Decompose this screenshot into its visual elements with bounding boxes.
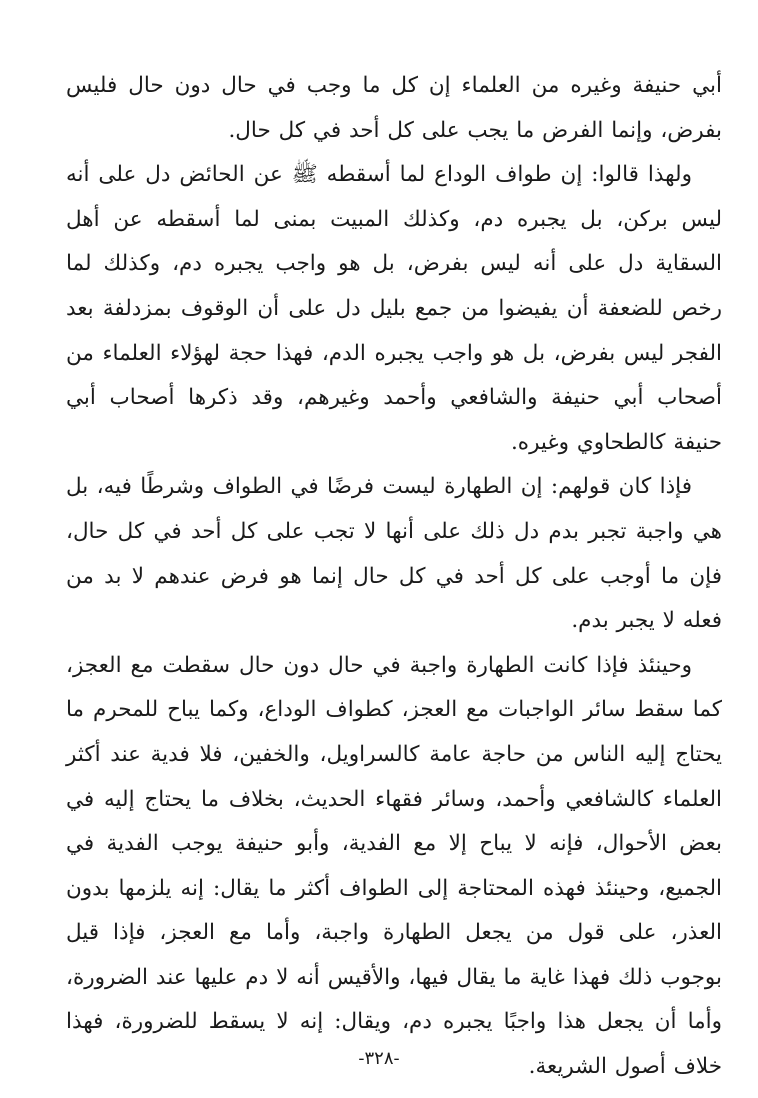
page-number: -٣٢٨- bbox=[358, 1048, 400, 1069]
paragraph-1: أبي حنيفة وغيره من العلماء إن كل ما وجب في حال دون حال فليس بفرض، وإنما الفرض ما يجب على كل أحد في كل حال. bbox=[66, 73, 722, 143]
paragraph-4: وحينئذ فإذا كانت الطهارة واجبة في حال دون حال سقطت مع العجز، كما سقط سائر الواجبات مع العجز، كطواف الوداع، وكما يباح للمحرم ما يحتاج إليه الناس من حاجة عامة كالسراويل، والخفين، فلا فدية عند أكثر العلماء كالشافعي وأحمد، وسائر فقهاء الحديث، بخلاف ما يحتاج إليه في بعض الأحوال، فإنه لا يباح إلا مع الفدية، وأبو حنيفة يوجب الفدية في الجميع، وحينئذ فهذه المحتاجة إلى الطواف أكثر ما يقال: إنه يلزمها بدون العذر، على قول من يجعل الطهارة واجبة، وأما مع العجز، فإذا قيل بوجوب ذلك فهذا غاية ما يقال فيها، والأقيس أنه لا دم عليها عند الضرورة، وأما أن يجعل هذا واجبًا يجبره دم، ويقال: إنه لا يسقط للضرورة، فهذا خلاف أصول الشريعة. bbox=[66, 652, 723, 1080]
paragraph-3: فإذا كان قولهم: إن الطهارة ليست فرضًا في الطواف وشرطًا فيه، بل هي واجبة تجبر بدم دل ذلك على أنها لا تجب على كل أحد في كل حال، فإن ما أوجب على كل أحد في كل حال إنما هو فرض عندهم لا بد من فعله لا يجبر بدم. bbox=[66, 474, 722, 634]
paragraph-2: ولهذا قالوا: إن طواف الوداع لما أسقطه ﷺ عن الحائض دل على أنه ليس بركن، بل يجبره دم، وكذلك المبيت بمنى لما أسقطه عن أهل السقاية دل على أنه ليس بفرض، بل هو واجب يجبره دم، وكذلك لما رخص للضعفة أن يفيضوا من جمع بليل دل على أن الوقوف بمزدلفة بعد الفجر ليس بفرض، بل هو واجب يجبره الدم، فهذا حجة لهؤلاء العلماء من أصحاب أبي حنيفة والشافعي وأحمد وغيرهم، وقد ذكرها أصحاب أبي حنيفة كالطحاوي وغيره. bbox=[66, 162, 722, 455]
page-body bbox=[66, 64, 722, 1090]
